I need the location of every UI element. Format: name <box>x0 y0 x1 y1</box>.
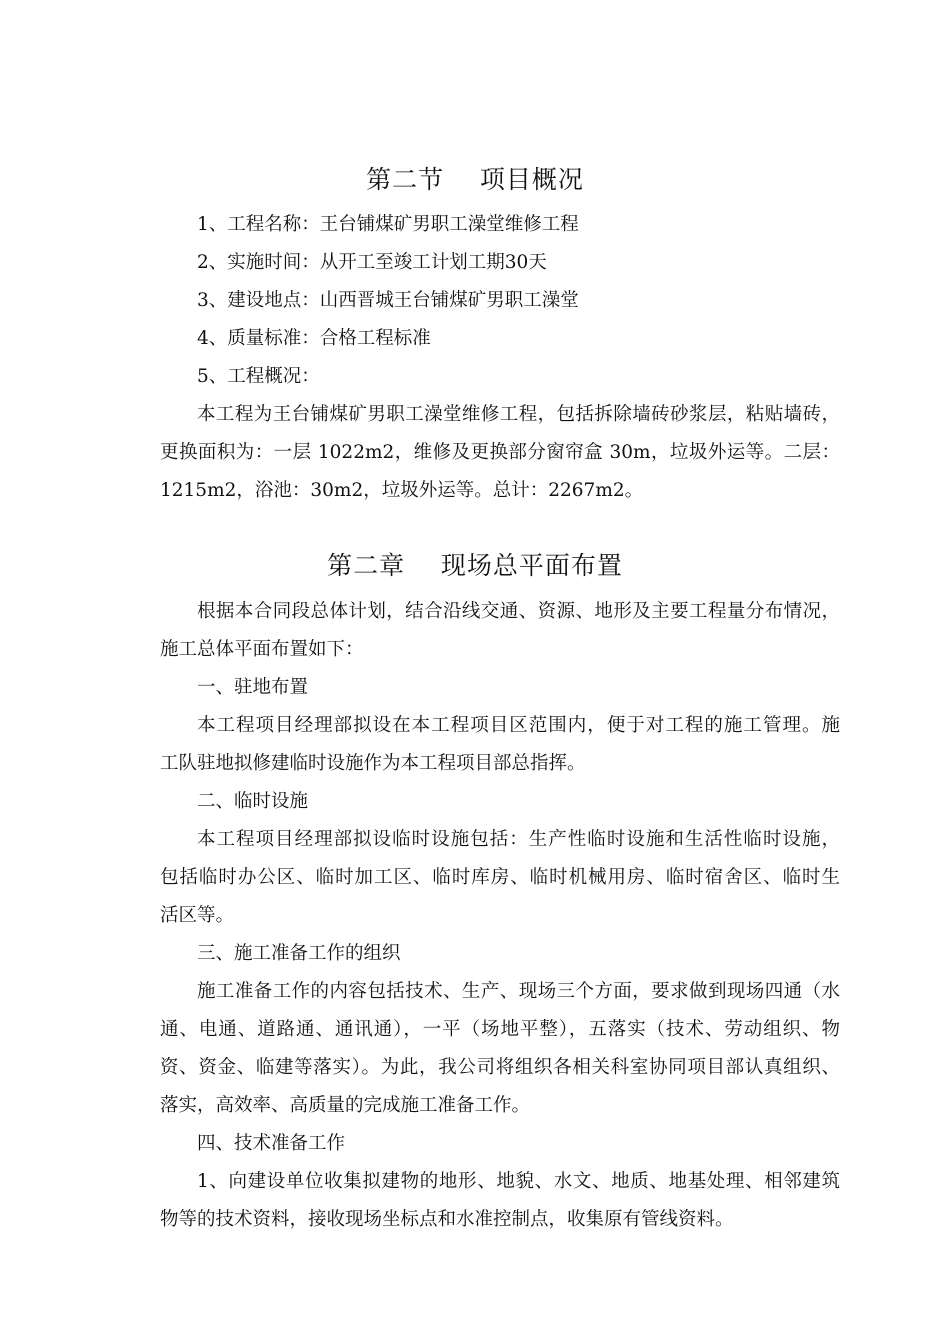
preparation-paragraph-line: 通、电通、道路通、通讯通），一平（场地平整），五落实（技术、劳动组织、物 <box>160 1019 840 1040</box>
technical-paragraph-line: 1、向建设单位收集拟建物的地形、地貌、水文、地质、地基处理、相邻建筑 <box>197 1171 840 1192</box>
project-item-location: 3、建设地点：山西晋城王台铺煤矿男职工澡堂 <box>197 290 579 311</box>
subsection-heading-technical: 四、技术准备工作 <box>197 1133 346 1154</box>
subsection-heading-preparation: 三、施工准备工作的组织 <box>197 943 401 964</box>
subsection-heading-camp: 一、驻地布置 <box>197 677 309 698</box>
preparation-paragraph-line: 落实，高效率、高质量的完成施工准备工作。 <box>160 1095 531 1116</box>
technical-paragraph-line: 物等的技术资料，接收现场坐标点和水准控制点，收集原有管线资料。 <box>160 1209 734 1230</box>
facilities-paragraph-line: 本工程项目经理部拟设临时设施包括：生产性临时设施和生活性临时设施， <box>197 829 840 850</box>
camp-paragraph-line: 工队驻地拟修建临时设施作为本工程项目部总指挥。 <box>160 753 586 774</box>
overview-paragraph-line: 1215m2，浴池：30m2，垃圾外运等。总计：2267m2。 <box>160 480 644 501</box>
facilities-paragraph-line: 活区等。 <box>160 905 235 926</box>
facilities-paragraph-line: 包括临时办公区、临时加工区、临时库房、临时机械用房、临时宿舍区、临时生 <box>160 867 840 888</box>
subsection-heading-facilities: 二、临时设施 <box>197 791 309 812</box>
camp-paragraph-line: 本工程项目经理部拟设在本工程项目区范围内，便于对工程的施工管理。施 <box>197 715 840 736</box>
chapter-title: 第二章 现场总平面布置 <box>327 551 623 580</box>
preparation-paragraph-line: 施工准备工作的内容包括技术、生产、现场三个方面，要求做到现场四通（水 <box>197 981 840 1002</box>
section-title: 第二节 项目概况 <box>366 165 584 194</box>
project-item-time: 2、实施时间：从开工至竣工计划工期30天 <box>197 252 547 273</box>
project-item-name: 1、工程名称：王台铺煤矿男职工澡堂维修工程 <box>197 214 579 235</box>
overview-paragraph-line: 更换面积为：一层 1022m2，维修及更换部分窗帘盒 30m，垃圾外运等。二层： <box>160 442 840 463</box>
project-item-overview: 5、工程概况： <box>197 366 320 387</box>
preparation-paragraph-line: 资、资金、临建等落实）。为此，我公司将组织各相关科室协同项目部认真组织、 <box>160 1057 840 1078</box>
intro-paragraph-line: 施工总体平面布置如下： <box>160 639 364 660</box>
overview-paragraph-line: 本工程为王台铺煤矿男职工澡堂维修工程，包括拆除墙砖砂浆层，粘贴墙砖， <box>197 404 840 425</box>
intro-paragraph-line: 根据本合同段总体计划，结合沿线交通、资源、地形及主要工程量分布情况， <box>197 601 840 622</box>
project-item-quality: 4、质量标准：合格工程标准 <box>197 328 431 349</box>
